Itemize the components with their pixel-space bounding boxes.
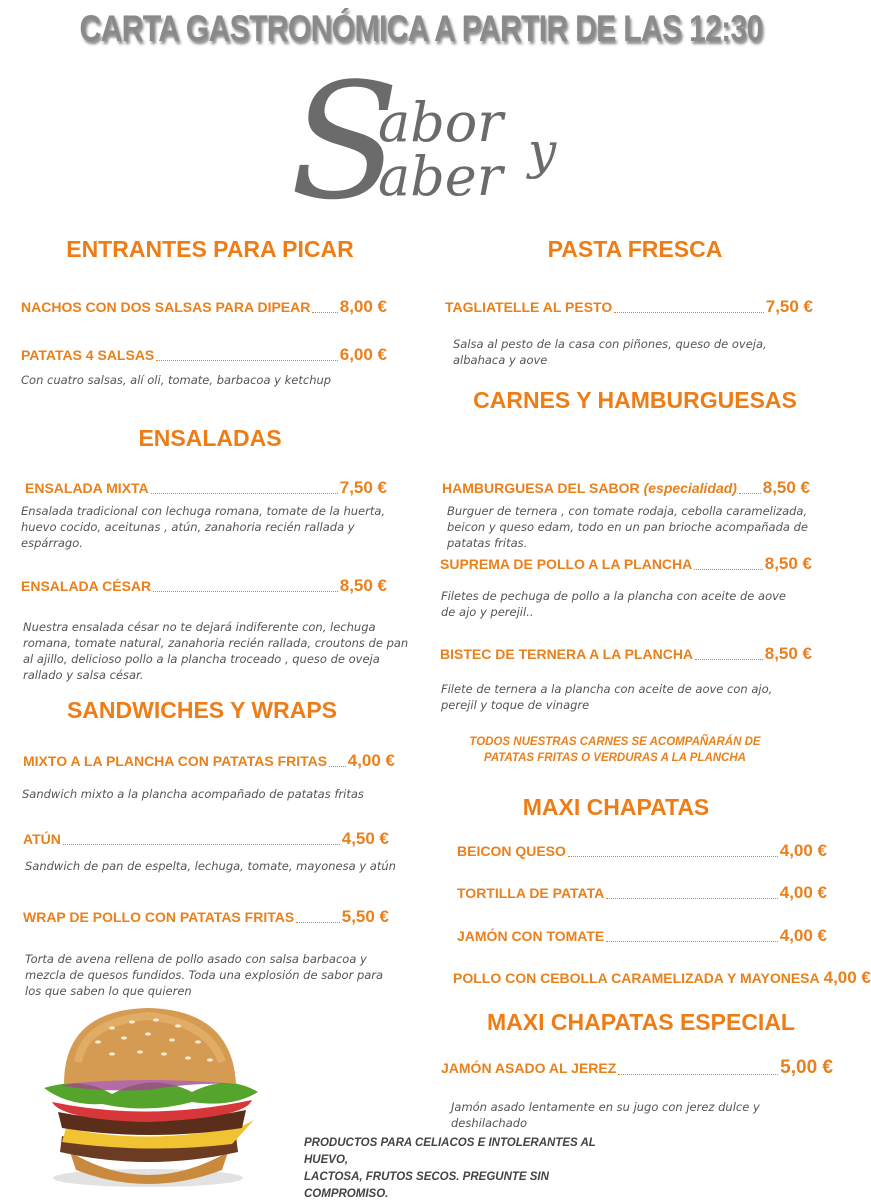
dot-leader: [694, 568, 762, 570]
logo-y: y: [528, 122, 557, 180]
dot-leader: [156, 359, 337, 361]
item-name: JAMÓN ASADO AL JEREZ: [441, 1060, 617, 1076]
item-price: 5,00 €: [780, 1057, 833, 1078]
dot-leader: [614, 311, 764, 313]
dot-leader: [312, 311, 337, 313]
item-name: PATATAS 4 SALSAS: [21, 347, 155, 363]
allergen-line: PRODUCTOS PARA CELIACOS E INTOLERANTES AL HUEVO,: [304, 1137, 596, 1166]
menu-item: [440, 554, 812, 574]
page-title: CARTA GASTRONÓMICA A PARTIR DE LAS 12:30: [79, 8, 763, 49]
item-description: Sandwich de pan de espelta, lechuga, tomate, mayonesa y atún: [25, 859, 396, 873]
menu-item: [440, 644, 812, 664]
carnes-note: [450, 734, 780, 766]
dot-leader: [695, 658, 763, 660]
dot-leader: [153, 590, 338, 592]
dot-leader: [618, 1073, 778, 1075]
menu-item: [23, 829, 389, 849]
item-name: TAGLIATELLE AL PESTO: [445, 299, 613, 315]
section-title-carnes: CARNES Y HAMBURGUESAS: [473, 387, 797, 413]
item-name: ATÚN: [23, 831, 61, 847]
item-description: Filetes de pechuga de pollo a la plancha con aceite de aove de ajo y perejil..: [441, 589, 786, 619]
menu-item: [442, 478, 810, 498]
item-price: 8,00 €: [339, 297, 387, 316]
menu-item: [21, 297, 387, 317]
menu-item: [453, 968, 871, 988]
section-title-entrantes: ENTRANTES PARA PICAR: [66, 236, 354, 262]
item-price: 8,50 €: [762, 478, 810, 497]
dot-leader: [568, 855, 778, 857]
item-price: 5,50 €: [341, 907, 389, 926]
logo-s: S: [290, 48, 400, 235]
note-line: PATATAS FRITAS O VERDURAS A LA PLANCHA: [484, 752, 746, 764]
section-title-chapatas-especial: MAXI CHAPATAS ESPECIAL: [487, 1009, 795, 1035]
menu-item: [457, 926, 827, 946]
item-price: 4,00 €: [779, 883, 827, 902]
item-name: WRAP DE POLLO CON PATATAS FRITAS: [23, 909, 295, 925]
item-description: Salsa al pesto de la casa con piñones, queso de oveja, albahaca y aove: [453, 337, 767, 367]
item-name: SUPREMA DE POLLO A LA PLANCHA: [440, 556, 693, 572]
item-price: 4,00 €: [347, 751, 395, 770]
menu-item: [457, 883, 827, 903]
item-name: ENSALADA CÉSAR: [21, 578, 152, 594]
item-price: 8,50 €: [764, 554, 812, 573]
item-description: Con cuatro salsas, alí oli, tomate, barbacoa y ketchup: [21, 373, 332, 387]
item-name: TORTILLA DE PATATA: [457, 885, 605, 901]
item-price: 4,50 €: [341, 829, 389, 848]
item-price: 4,00 €: [779, 841, 827, 860]
menu-item: [21, 345, 387, 365]
item-price: 6,00 €: [339, 345, 387, 364]
dot-leader: [151, 492, 338, 494]
item-name-extra: (especialidad): [643, 480, 737, 496]
item-price: 4,00 €: [823, 968, 871, 987]
dot-leader: [739, 492, 761, 494]
item-name: BISTEC DE TERNERA A LA PLANCHA: [440, 646, 694, 662]
item-description: Torta de avena rellena de pollo asado con salsa barbacoa y mezcla de quesos fundidos. Toda una explosión de sabor para los que saben lo que quieren: [25, 952, 384, 998]
section-title-chapatas: MAXI CHAPATAS: [522, 794, 710, 820]
menu-item: [23, 751, 395, 771]
item-name: NACHOS CON DOS SALSAS PARA DIPEAR: [21, 299, 311, 315]
item-price: 7,50 €: [339, 478, 387, 497]
item-name: JAMÓN CON TOMATE: [457, 928, 605, 944]
logo: [290, 48, 590, 235]
dot-leader: [329, 765, 346, 767]
menu-item: [441, 1057, 833, 1079]
note-line: TODOS NUESTRAS CARNES SE ACOMPAÑARÁN DE: [469, 736, 761, 748]
allergen-note: [304, 1135, 624, 1203]
item-name: ENSALADA MIXTA: [25, 480, 149, 496]
item-price: 8,50 €: [339, 576, 387, 595]
menu-item: [21, 576, 387, 596]
item-description: Burguer de ternera , con tomate rodaja, cebolla caramelizada, beicon y queso edam, todo en un pan brioche acompañada de patatas fritas.: [447, 504, 808, 550]
burger-image: [32, 1002, 264, 1192]
section-title-pasta: PASTA FRESCA: [547, 236, 723, 262]
item-price: 8,50 €: [764, 644, 812, 663]
menu-item: [23, 907, 389, 927]
menu-item: [445, 297, 813, 317]
item-description: Ensalada tradicional con lechuga romana, tomate de la huerta, huevo cocido, aceitunas , atún, zanahoria recién rallada y espárrago.: [21, 504, 386, 550]
allergen-line: LACTOSA, FRUTOS SECOS. PREGUNTE SIN COMPROMISO.: [304, 1171, 549, 1200]
dot-leader: [63, 843, 340, 845]
logo-abor: abor: [378, 91, 504, 154]
section-title-sandwiches: SANDWICHES Y WRAPS: [66, 697, 338, 723]
item-name: BEICON QUESO: [457, 843, 566, 859]
item-description: Filete de ternera a la plancha con aceite de aove con ajo, perejil y toque de vinagre: [441, 682, 773, 712]
dot-leader: [606, 897, 777, 899]
dot-leader: [296, 921, 340, 923]
item-name: HAMBURGUESA DEL SABOR: [442, 480, 640, 496]
item-price: 7,50 €: [765, 297, 813, 316]
menu-item: [457, 841, 827, 861]
item-description: Nuestra ensalada césar no te dejará indiferente con, lechuga romana, tomate natural, zanahoria recién rallada, croutons de pan al ajillo, delicioso pollo a la plancha troceado , queso de oveja rallado y salsa césar.: [23, 620, 409, 682]
item-price: 4,00 €: [779, 926, 827, 945]
section-title-ensaladas: ENSALADAS: [138, 425, 282, 451]
item-description: Jamón asado lentamente en su jugo con jerez dulce y deshilachado: [451, 1100, 760, 1130]
logo-aber: aber: [378, 145, 503, 208]
item-description: Sandwich mixto a la plancha acompañado de patatas fritas: [22, 787, 364, 801]
dot-leader: [606, 940, 777, 942]
item-name: POLLO CON CEBOLLA CARAMELIZADA Y MAYONESA: [453, 970, 820, 986]
item-name: MIXTO A LA PLANCHA CON PATATAS FRITAS: [23, 753, 328, 769]
menu-item: [25, 478, 387, 498]
